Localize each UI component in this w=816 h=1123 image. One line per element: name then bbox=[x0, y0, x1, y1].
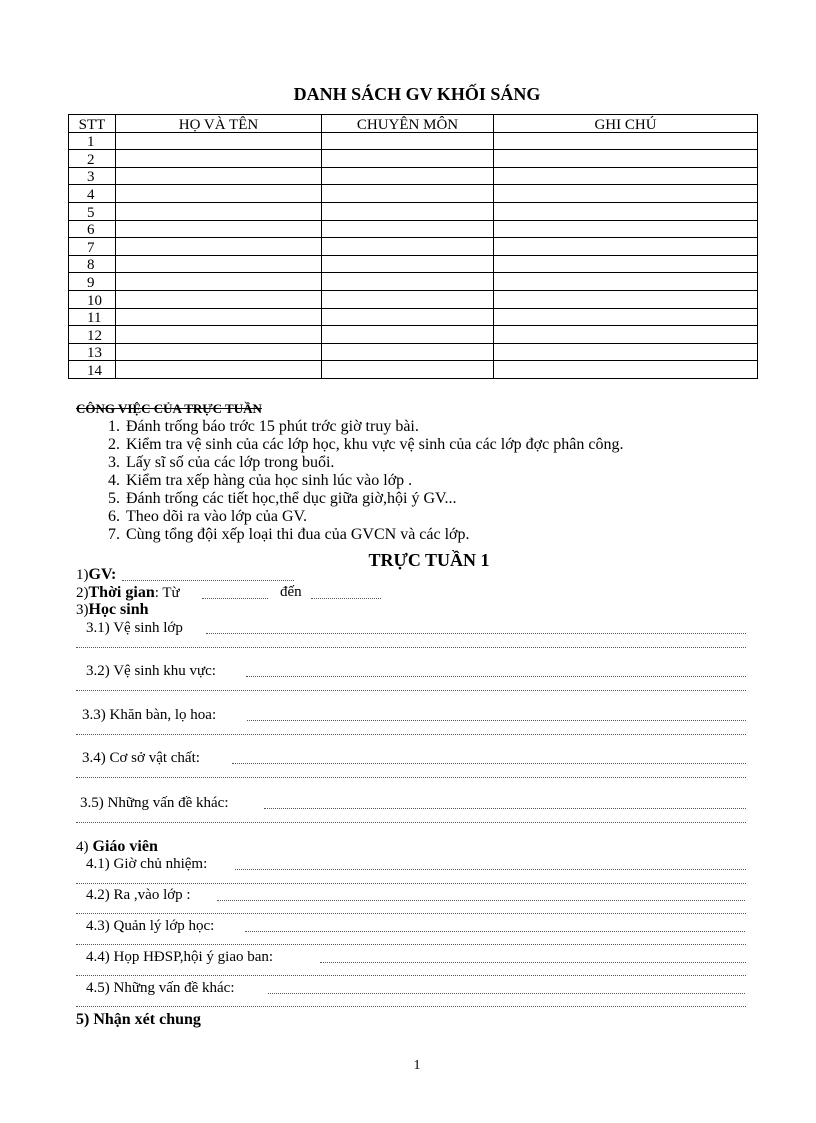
teacher-list-table bbox=[68, 114, 758, 379]
stt-cell: 4 bbox=[69, 185, 116, 203]
fill-line[interactable] bbox=[232, 763, 746, 764]
fill-line[interactable] bbox=[76, 647, 746, 648]
stt-cell: 6 bbox=[69, 220, 116, 238]
name-cell[interactable] bbox=[116, 290, 322, 308]
table-row bbox=[69, 326, 758, 344]
table-row bbox=[69, 273, 758, 291]
table-row bbox=[69, 343, 758, 361]
stt-cell: 2 bbox=[69, 150, 116, 168]
notes-cell[interactable] bbox=[494, 238, 758, 256]
fill-line[interactable] bbox=[245, 931, 745, 932]
table-row bbox=[69, 290, 758, 308]
notes-cell[interactable] bbox=[494, 150, 758, 168]
specialty-cell[interactable] bbox=[322, 185, 494, 203]
table-row bbox=[69, 167, 758, 185]
stt-cell: 11 bbox=[69, 308, 116, 326]
name-cell[interactable] bbox=[116, 220, 322, 238]
duty-item: 7. Cùng tổng đội xếp loại thi đua của GVCN và các lớp. bbox=[124, 526, 623, 544]
duty-item: 5. Đánh trống các tiết học,thể dục giữa giờ,hội ý GV... bbox=[124, 490, 623, 508]
table-header-row bbox=[69, 115, 758, 133]
specialty-cell[interactable] bbox=[322, 343, 494, 361]
table-row bbox=[69, 202, 758, 220]
header-notes: GHI CHÚ bbox=[494, 115, 758, 133]
fill-line[interactable] bbox=[76, 734, 746, 735]
teachers-label: Giáo viên bbox=[92, 838, 158, 855]
notes-cell[interactable] bbox=[494, 326, 758, 344]
fill-line[interactable] bbox=[264, 808, 746, 809]
fill-line[interactable] bbox=[76, 690, 746, 691]
table-row bbox=[69, 308, 758, 326]
name-cell[interactable] bbox=[116, 361, 322, 379]
fill-line[interactable] bbox=[76, 883, 746, 884]
fill-line[interactable] bbox=[76, 975, 746, 976]
table-row bbox=[69, 220, 758, 238]
name-cell[interactable] bbox=[116, 326, 322, 344]
fill-line[interactable] bbox=[76, 944, 746, 945]
table-row bbox=[69, 150, 758, 168]
notes-cell[interactable] bbox=[494, 308, 758, 326]
header-specialty: CHUYÊN MÔN bbox=[322, 115, 494, 133]
teacher-item-label: 4.5) Những vấn đề khác: bbox=[86, 980, 235, 996]
teacher-item-label: 4.2) Ra ,vào lớp : bbox=[86, 887, 191, 903]
specialty-cell[interactable] bbox=[322, 290, 494, 308]
stt-cell: 14 bbox=[69, 361, 116, 379]
duty-item: 4. Kiểm tra xếp hàng của học sinh lúc vào lớp . bbox=[124, 472, 623, 490]
time-number: 2) bbox=[76, 585, 89, 601]
header-stt: STT bbox=[69, 115, 116, 133]
table-row bbox=[69, 185, 758, 203]
name-cell[interactable] bbox=[116, 343, 322, 361]
notes-cell[interactable] bbox=[494, 202, 758, 220]
specialty-cell[interactable] bbox=[322, 308, 494, 326]
specialty-cell[interactable] bbox=[322, 361, 494, 379]
fill-line[interactable] bbox=[206, 633, 746, 634]
teacher-item-label: 4.3) Quản lý lớp học: bbox=[86, 918, 215, 934]
from-label: : Từ bbox=[154, 585, 180, 601]
name-cell[interactable] bbox=[116, 167, 322, 185]
stt-cell: 9 bbox=[69, 273, 116, 291]
duties-heading: CÔNG VIỆC CỦA TRỰC TUẦN bbox=[76, 401, 262, 416]
header-name: HỌ VÀ TÊN bbox=[116, 115, 322, 133]
student-item-label: 3.1) Vệ sinh lớp bbox=[86, 620, 183, 636]
stt-cell: 1 bbox=[69, 132, 116, 150]
stt-cell: 12 bbox=[69, 326, 116, 344]
notes-cell[interactable] bbox=[494, 185, 758, 203]
gv-fill-line[interactable] bbox=[122, 580, 294, 581]
specialty-cell[interactable] bbox=[322, 238, 494, 256]
specialty-cell[interactable] bbox=[322, 220, 494, 238]
summary-heading: 5) Nhận xét chung bbox=[76, 1011, 201, 1028]
table-row bbox=[69, 132, 758, 150]
duty-item: 3. Lấy sĩ số của các lớp trong buổi. bbox=[124, 454, 623, 472]
name-cell[interactable] bbox=[116, 255, 322, 273]
duty-item: 2. Kiểm tra vệ sinh của các lớp học, khu vực vệ sinh của các lớp đợc phân công. bbox=[124, 436, 623, 454]
specialty-cell[interactable] bbox=[322, 132, 494, 150]
fill-line[interactable] bbox=[268, 993, 745, 994]
notes-cell[interactable] bbox=[494, 220, 758, 238]
fill-line[interactable] bbox=[235, 869, 746, 870]
name-cell[interactable] bbox=[116, 202, 322, 220]
stt-cell: 10 bbox=[69, 290, 116, 308]
notes-cell[interactable] bbox=[494, 167, 758, 185]
fill-line[interactable] bbox=[247, 720, 746, 721]
duty-item: 6. Theo dõi ra vào lớp của GV. bbox=[124, 508, 623, 526]
student-item-label: 3.5) Những vấn đề khác: bbox=[80, 795, 229, 811]
specialty-cell[interactable] bbox=[322, 202, 494, 220]
notes-cell[interactable] bbox=[494, 361, 758, 379]
name-cell[interactable] bbox=[116, 308, 322, 326]
table-row bbox=[69, 238, 758, 256]
page-number: 1 bbox=[413, 1058, 421, 1073]
student-item-label: 3.2) Vệ sinh khu vực: bbox=[86, 663, 216, 679]
stt-cell: 5 bbox=[69, 202, 116, 220]
fill-line[interactable] bbox=[217, 900, 745, 901]
specialty-cell[interactable] bbox=[322, 167, 494, 185]
notes-cell[interactable] bbox=[494, 273, 758, 291]
fill-line[interactable] bbox=[76, 822, 746, 823]
student-item-label: 3.4) Cơ sở vật chất: bbox=[82, 750, 200, 766]
student-item-label: 3.3) Khăn bàn, lọ hoa: bbox=[82, 707, 217, 723]
gv-line: 1)GV: bbox=[76, 566, 117, 583]
fill-line[interactable] bbox=[76, 777, 746, 778]
notes-cell[interactable] bbox=[494, 343, 758, 361]
duty-item: 1. Đánh trống báo trớc 15 phút trớc giờ truy bài. bbox=[124, 418, 623, 436]
specialty-cell[interactable] bbox=[322, 273, 494, 291]
fill-line[interactable] bbox=[320, 962, 746, 963]
name-cell[interactable] bbox=[116, 273, 322, 291]
table-row bbox=[69, 255, 758, 273]
students-label: Học sinh bbox=[88, 601, 149, 618]
gv-label: GV bbox=[88, 566, 112, 583]
fill-line[interactable] bbox=[246, 676, 746, 677]
specialty-cell[interactable] bbox=[322, 326, 494, 344]
teacher-item-label: 4.1) Giờ chủ nhiệm: bbox=[86, 856, 208, 872]
to-label: đến bbox=[280, 584, 302, 600]
specialty-cell[interactable] bbox=[322, 255, 494, 273]
specialty-cell[interactable] bbox=[322, 150, 494, 168]
notes-cell[interactable] bbox=[494, 255, 758, 273]
name-cell[interactable] bbox=[116, 132, 322, 150]
notes-cell[interactable] bbox=[494, 132, 758, 150]
students-line bbox=[76, 601, 149, 619]
name-cell[interactable] bbox=[116, 238, 322, 256]
stt-cell: 13 bbox=[69, 343, 116, 361]
to-fill-line[interactable] bbox=[311, 598, 381, 599]
students-number: 3) bbox=[76, 602, 89, 618]
time-label: Thời gian bbox=[88, 584, 155, 601]
name-cell[interactable] bbox=[116, 185, 322, 203]
stt-cell: 3 bbox=[69, 167, 116, 185]
time-line bbox=[76, 584, 180, 602]
table-row bbox=[69, 361, 758, 379]
gv-number: 1) bbox=[76, 567, 89, 583]
week-title: TRỰC TUẦN 1 bbox=[368, 550, 490, 570]
stt-cell: 7 bbox=[69, 238, 116, 256]
teachers-number: 4) bbox=[76, 839, 89, 855]
stt-cell: 8 bbox=[69, 255, 116, 273]
notes-cell[interactable] bbox=[494, 290, 758, 308]
fill-line[interactable] bbox=[76, 913, 746, 914]
document-title: DANH SÁCH GV KHỐI SÁNG bbox=[293, 84, 541, 104]
teacher-item-label: 4.4) Họp HĐSP,hội ý giao ban: bbox=[86, 949, 274, 965]
duties-list bbox=[100, 418, 623, 544]
name-cell[interactable] bbox=[116, 150, 322, 168]
from-fill-line[interactable] bbox=[202, 598, 268, 599]
teachers-line bbox=[76, 838, 158, 856]
fill-line[interactable] bbox=[76, 1006, 746, 1007]
